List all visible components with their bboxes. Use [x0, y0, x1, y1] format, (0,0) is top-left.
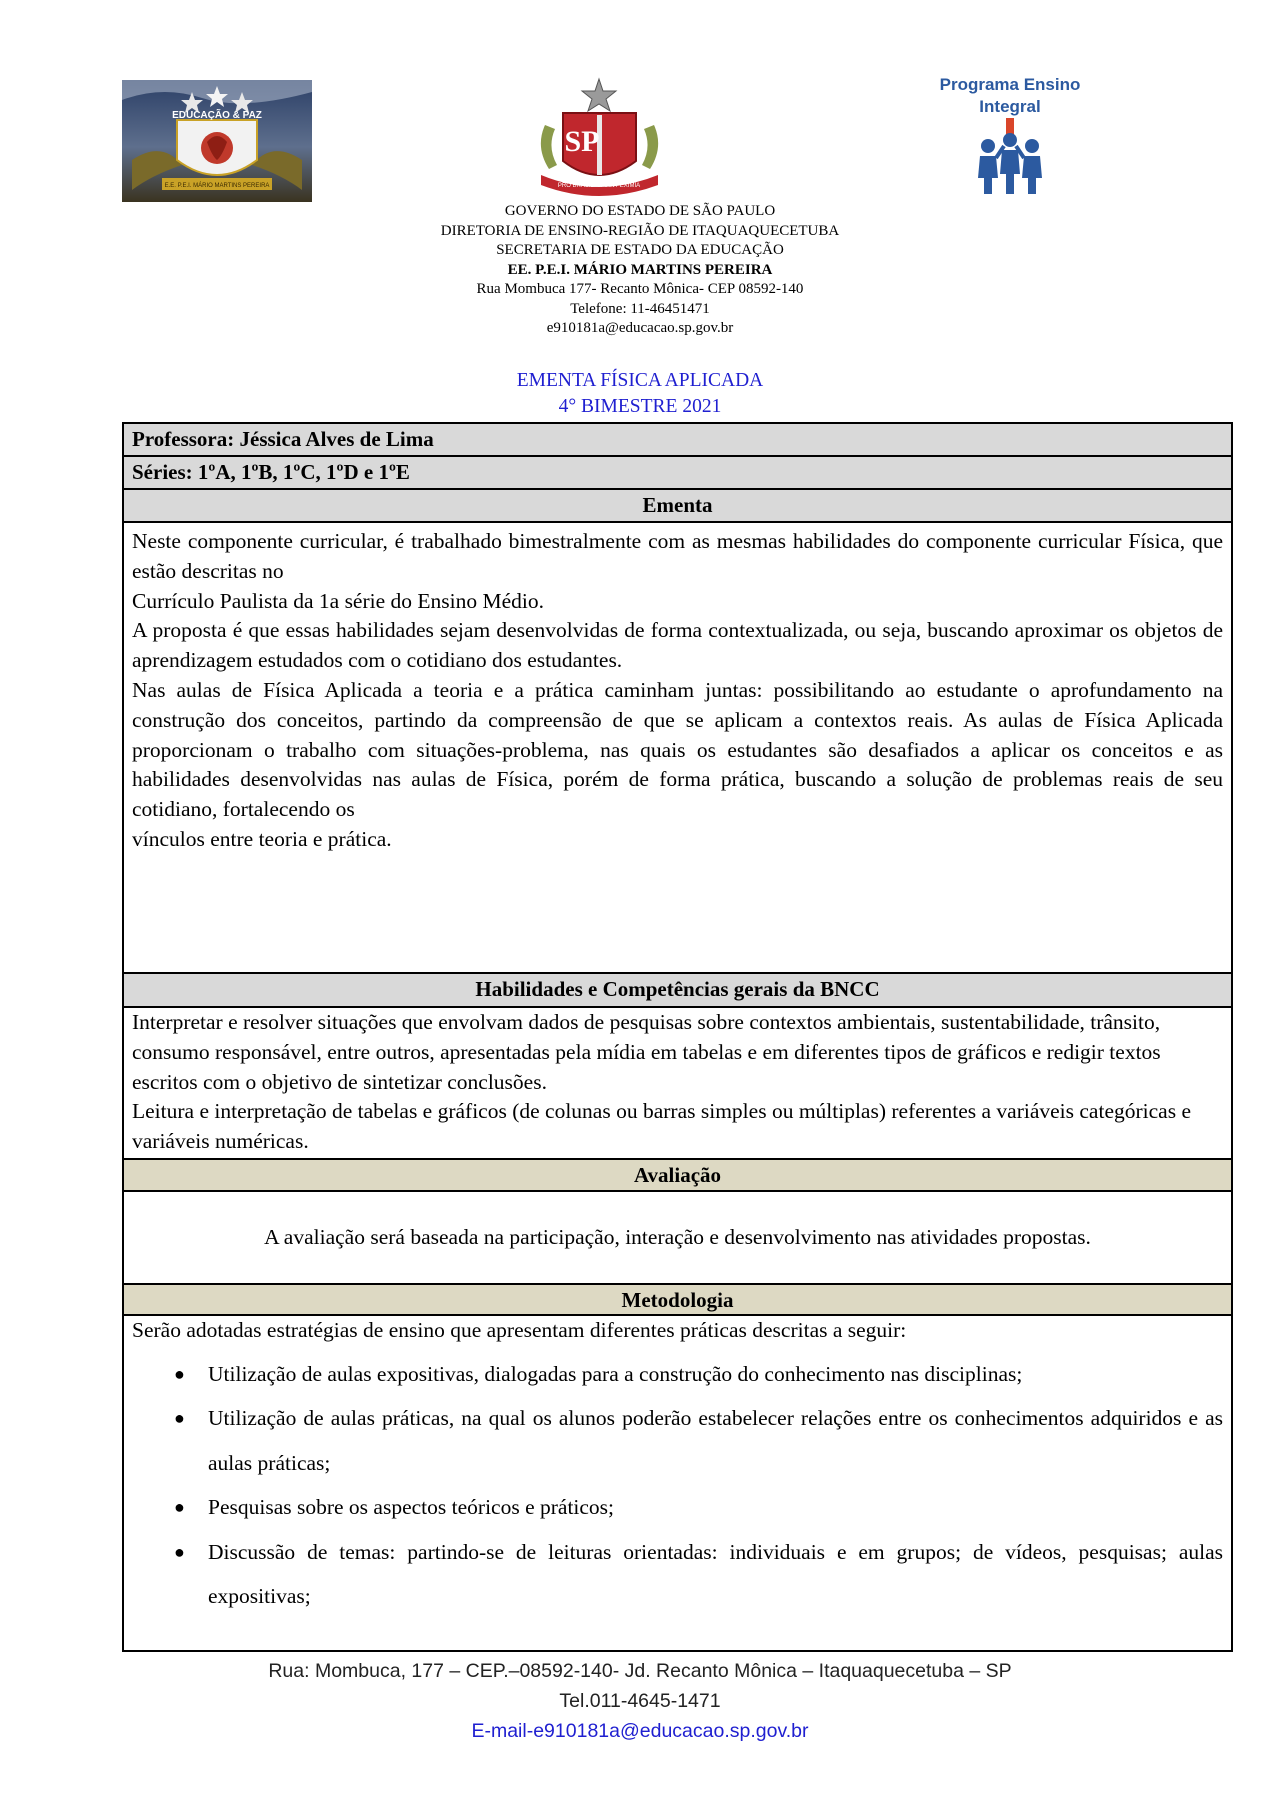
avaliacao-heading: Avaliação	[124, 1160, 1231, 1192]
org-header	[0, 202, 1280, 339]
footer-email[interactable]: E-mail-e910181a@educacao.sp.gov.br	[471, 1720, 809, 1742]
org-line-secretaria: SECRETARIA DE ESTADO DA EDUCAÇÃO	[496, 242, 784, 258]
bullet-icon: ●	[174, 1363, 185, 1384]
school-phone: Telefone: 11-46451471	[570, 300, 710, 317]
program-title: Programa Ensino	[939, 75, 1081, 94]
bncc-heading: Habilidades e Competências gerais da BNCC	[124, 974, 1231, 1008]
bncc-paragraph: Interpretar e resolver situações que envolvam dados de pesquisas sobre contextos ambientais, sustentabilidade, trânsito, consumo responsável, entre outros, apresentadas pela mídia em tabelas e em diferentes tipos de gráficos e redigir textos escritos com o objetivo de sintetizar conclusões.	[132, 1010, 1161, 1094]
state-coat-of-arms	[527, 77, 672, 199]
avaliacao-body	[124, 1192, 1231, 1285]
series-row: Séries: 1ºA, 1ºB, 1ºC, 1ºD e 1ºE	[124, 457, 1231, 490]
svg-text:EDUCAÇÃO & PAZ: EDUCAÇÃO & PAZ	[172, 110, 262, 121]
title-line-subject: EMENTA FÍSICA APLICADA	[516, 370, 764, 391]
title-line-term: 4° BIMESTRE 2021	[558, 396, 722, 417]
footer-phone: Tel.011-4645-1471	[559, 1690, 721, 1712]
svg-text:E.E. P.E.I. MÁRIO MARTINS PERE: E.E. P.E.I. MÁRIO MARTINS PEREIRA	[164, 183, 270, 189]
ementa-paragraph: Nas aulas de Física Aplicada a teoria e a prática caminham juntas: possibilitando ao estudante o aprofundamento na construção dos conceitos, partindo da compreensão de que se aplicam a contextos reais. As aulas de Física Aplicada proporcionam o trabalho com situações-problema, nas quais os estudantes são desafiados a aplicar os conceitos e as habilidades desenvolvidas nas aulas de Física, porém de forma prática, buscando a solução de problemas reais de seu cotidiano, fortalecendo os	[132, 677, 1223, 822]
program-subtitle: Integral	[979, 97, 1041, 116]
bncc-paragraph: Leitura e interpretação de tabelas e gráficos (de colunas ou barras simples ou múltiplas) referentes a variáveis categóricas e variáveis numéricas.	[132, 1099, 1191, 1154]
school-logo	[122, 80, 312, 202]
ementa-paragraph: Currículo Paulista da 1a série do Ensino Médio.	[132, 588, 545, 613]
sp-crest-icon	[527, 77, 672, 199]
metodologia-intro: Serão adotadas estratégias de ensino que apresentam diferentes práticas descritas a seguir:	[132, 1318, 907, 1342]
ementa-paragraph: Neste componente curricular, é trabalhado bimestralmente com as mesmas habilidades do componente curricular Física, que estão descritas no	[132, 529, 1223, 583]
school-email: e910181a@educacao.sp.gov.br	[546, 320, 734, 336]
bullet-icon: ●	[174, 1497, 185, 1518]
org-line-diretoria: DIRETORIA DE ENSINO-REGIÃO DE ITAQUAQUECETUBA	[440, 222, 840, 239]
bullet-icon: ●	[174, 1541, 185, 1562]
ementa-table	[122, 422, 1233, 1652]
teacher-row: Professora: Jéssica Alves de Lima	[124, 424, 1231, 457]
ementa-body	[124, 523, 1231, 974]
program-logo	[920, 74, 1100, 204]
metodologia-heading: Metodologia	[124, 1285, 1231, 1316]
list-item: ● Pesquisas sobre os aspectos teóricos e práticos;	[124, 1485, 1231, 1530]
school-address: Rua Mombuca 177- Recanto Mônica- CEP 08592-140	[476, 281, 804, 297]
avaliacao-text: A avaliação será baseada na participação, interação e desenvolvimento nas atividades propostas.	[264, 1225, 1091, 1249]
metodologia-body	[124, 1316, 1231, 1650]
ementa-paragraph: vínculos entre teoria e prática.	[132, 826, 392, 851]
svg-text:SP: SP	[564, 125, 600, 158]
metodologia-list	[124, 1352, 1231, 1619]
ementa-paragraph: A proposta é que essas habilidades sejam desenvolvidas de forma contextualizada, ou seja, buscando aproximar os objetos de aprendizagem estudados com o cotidiano dos estudantes.	[132, 618, 1223, 673]
document-title	[0, 368, 1280, 420]
school-name: EE. P.E.I. MÁRIO MARTINS PEREIRA	[507, 261, 773, 278]
list-item: ● Utilização de aulas práticas, na qual os alunos poderão estabelecer relações entre os conhecimentos adquiridos e as aulas práticas;	[124, 1396, 1231, 1485]
list-item: ● Discussão de temas: partindo-se de leituras orientadas: individuais e em grupos; de vídeos, pesquisas; aulas expositivas;	[124, 1530, 1231, 1619]
ementa-heading: Ementa	[124, 490, 1231, 523]
org-line-government: GOVERNO DO ESTADO DE SÃO PAULO	[504, 203, 776, 219]
footer-address: Rua: Mombuca, 177 – CEP.–08592-140- Jd. Recanto Mônica – Itaquaquecetuba – SP	[268, 1660, 1012, 1682]
bullet-icon: ●	[174, 1408, 185, 1429]
svg-text:PRO BRASILIA FIANT EXIMIA: PRO BRASILIA FIANT EXIMIA	[557, 183, 641, 189]
school-emblem-icon	[122, 80, 312, 202]
people-group-icon	[970, 118, 1050, 196]
bncc-body	[124, 1008, 1231, 1160]
list-item: ● Utilização de aulas expositivas, dialogadas para a construção do conhecimento nas disciplinas;	[124, 1352, 1231, 1397]
